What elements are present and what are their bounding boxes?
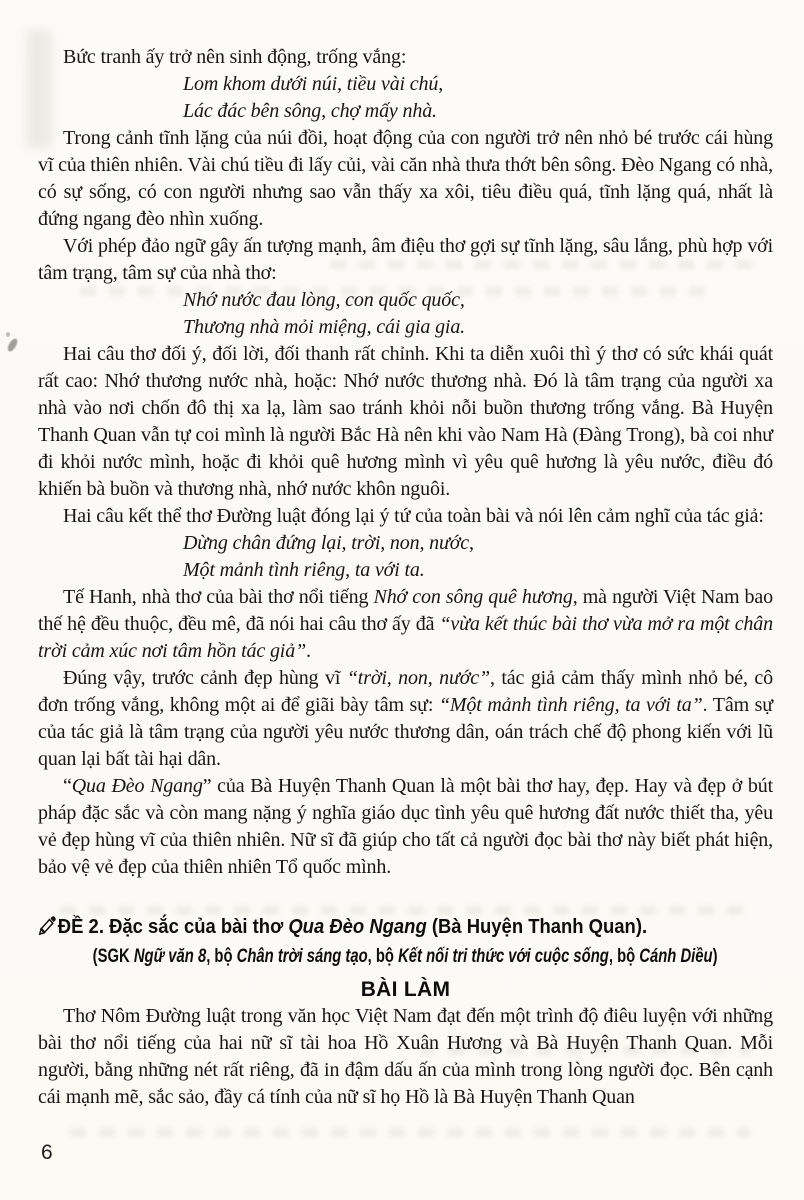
text-segment: ” của Bà Huyện Thanh Quan là một bài thơ hay, đẹp. Hay và đẹp ở bút pháp đặc sắc và còn mang nặng ý nghĩa giáo dục tình yêu quê hương đất nước thiết tha, yêu vẻ đẹp hùng vĩ của thiên nhiên. Nữ sĩ đã giúp cho tất cả người đọc bài thơ này biết phát hiện, bảo vệ vẻ đẹp của thiên nhiên Tổ quốc mình. (38, 775, 773, 878)
text-segment: Tế Hanh, nhà thơ của bài thơ nổi tiếng (63, 586, 374, 608)
paragraph-analysis-3: Hai câu thơ đối ý, đối lời, đối thanh rất chỉnh. Khi ta diễn xuôi thì ý thơ có sức khái quát rất cao: Nhớ thương nước nhà, hoặc: Nhớ nước thương nhà. Đó là tâm trạng của người xa nhà vào nơi chốn đô thị xa lạ, làm sao tránh khỏi nỗi buồn thương trống vắng. Bà Huyện Thanh Quan vẫn tự coi mình là người Bắc Hà nên khi vào Nam Hà (Đàng Trong), bà coi như đi khỏi nước mình, hoặc đi khỏi quê hương mình vì yêu quê hương là yêu nước, điều đó khiến bà buồn và thương nhà, nhớ nước khôn nguôi. (38, 343, 773, 500)
poem-quote-2 (38, 287, 773, 341)
book-title-segment: Chân trời sáng tạo (237, 945, 369, 967)
source-text (93, 943, 718, 969)
text-segment: “ (63, 775, 72, 797)
paragraph-analysis-1: Trong cảnh tĩnh lặng của núi đồi, hoạt động của con người trở nên nhỏ bé trước cái hùng vĩ của thiên nhiên. Vài chú tiều đi lấy củi, vài căn nhà thưa thớt bên sông. Đèo Ngang có nhà, có sự sống, có con người nhưng sao vẫn thấy xa xôi, tiêu điều quá, tĩnh lặng quá, nhất là đứng ngang đèo nhìn xuống. (38, 127, 773, 230)
text-segment: , bộ (206, 945, 238, 967)
paragraph-analysis-4: Hai câu kết thể thơ Đường luật đóng lại ý tứ của toàn bài và nói lên cảm nghĩ của tác giả: (63, 505, 764, 527)
book-title-segment: Kết nối tri thức với cuộc sống (398, 945, 610, 967)
bai-lam-heading: BÀI LÀM (360, 978, 451, 1001)
exercise-heading (38, 913, 773, 969)
exercise-title-line (38, 913, 700, 943)
poem-quote-1 (38, 71, 773, 125)
scan-speck-artifact (6, 337, 18, 353)
text-segment: Đặc sắc của bài thơ (103, 915, 289, 938)
intro-line: Bức tranh ấy trở nên sinh động, trống vắng: (63, 46, 407, 68)
paragraph-dung-vay (38, 665, 773, 773)
poem-line: Lác đác bên sông, chợ mấy nhà. (183, 100, 437, 122)
page-number: 6 (41, 1141, 53, 1164)
text-segment: , bộ (609, 945, 640, 967)
paragraph-essay-opening: Thơ Nôm Đường luật trong văn học Việt Nam đạt đến một trình độ điêu luyện với những bài thơ nổi tiếng của hai nữ sĩ tài hoa Hồ Xuân Hương và Bà Huyện Thanh Quan. Mỗi người, bằng những nét rất riêng, đã in đậm dấu ấn của mình trong lòng người đọc. Bên cạnh cái mạnh mẽ, sắc sảo, đầy cá tính của nữ sĩ họ Hồ là Bà Huyện Thanh Quan (38, 1005, 773, 1108)
poem-title-segment: Qua Đèo Ngang (288, 915, 427, 938)
paragraph-conclusion (38, 773, 773, 881)
quote-segment: “trời, non, nước” (346, 667, 490, 689)
quote-segment: “Một mảnh tình riêng, ta với ta” (438, 694, 703, 716)
book-title-segment: Ngữ văn 8 (134, 945, 207, 967)
text-segment: (SGK (93, 945, 135, 967)
text-segment: , tác giả cảm thấy mình nhỏ bé, cô đơn trống vắng, không một ai để giãi bày tâm sự: (38, 667, 773, 716)
book-title-segment: Nhớ con sông quê hương (373, 586, 573, 608)
book-title-segment: Cánh Diều (639, 945, 714, 967)
poem-line: Một mảnh tình riêng, ta với ta. (183, 559, 425, 581)
poem-line: Nhớ nước đau lòng, con quốc quốc, (183, 289, 465, 311)
poem-title-segment: Qua Đèo Ngang (71, 775, 203, 797)
paragraph-analysis-2: Với phép đảo ngữ gây ấn tượng mạnh, âm điệu thơ gợi sự tĩnh lặng, sâu lắng, phù hợp với tâm trạng, tâm sự của nhà thơ: (38, 235, 773, 284)
poem-quote-3 (38, 530, 773, 584)
exercise-number: ĐỀ 2. (57, 915, 104, 938)
scan-speck-artifact (6, 332, 10, 337)
text-segment: . Tâm sự của tác giả là tâm trạng của người yêu nước thương dân, oán trách chế độ phong kiến với lũ quan lại bất tài hại dân. (38, 694, 773, 770)
text-segment: (Bà Huyện Thanh Quan). (426, 915, 648, 938)
text-segment: ) (713, 945, 718, 967)
bleed-through-artifact (70, 1128, 750, 1137)
poem-line: Lom khom dưới núi, tiều vài chú, (183, 73, 444, 95)
text-segment: . (306, 640, 311, 662)
paragraph-te-hanh (38, 584, 773, 665)
text-segment: , mà người Việt Nam bao thế hệ đều thuộc, đều mê, đã nói hai câu thơ ấy đã (38, 586, 773, 635)
text-segment: Đúng vậy, trước cảnh đẹp hùng vĩ (63, 667, 347, 689)
pencil-icon (38, 915, 57, 943)
poem-line: Thương nhà mỏi miệng, cái gia gia. (183, 316, 466, 338)
text-segment: , bộ (368, 945, 399, 967)
page-content (38, 44, 773, 1111)
poem-line: Dừng chân đứng lại, trời, non, nước, (183, 532, 474, 554)
quote-segment: “vừa kết thúc bài thơ vừa mở ra một chân trời cảm xúc nơi tâm hồn tác giả” (38, 613, 773, 662)
exercise-source-line (38, 943, 773, 969)
